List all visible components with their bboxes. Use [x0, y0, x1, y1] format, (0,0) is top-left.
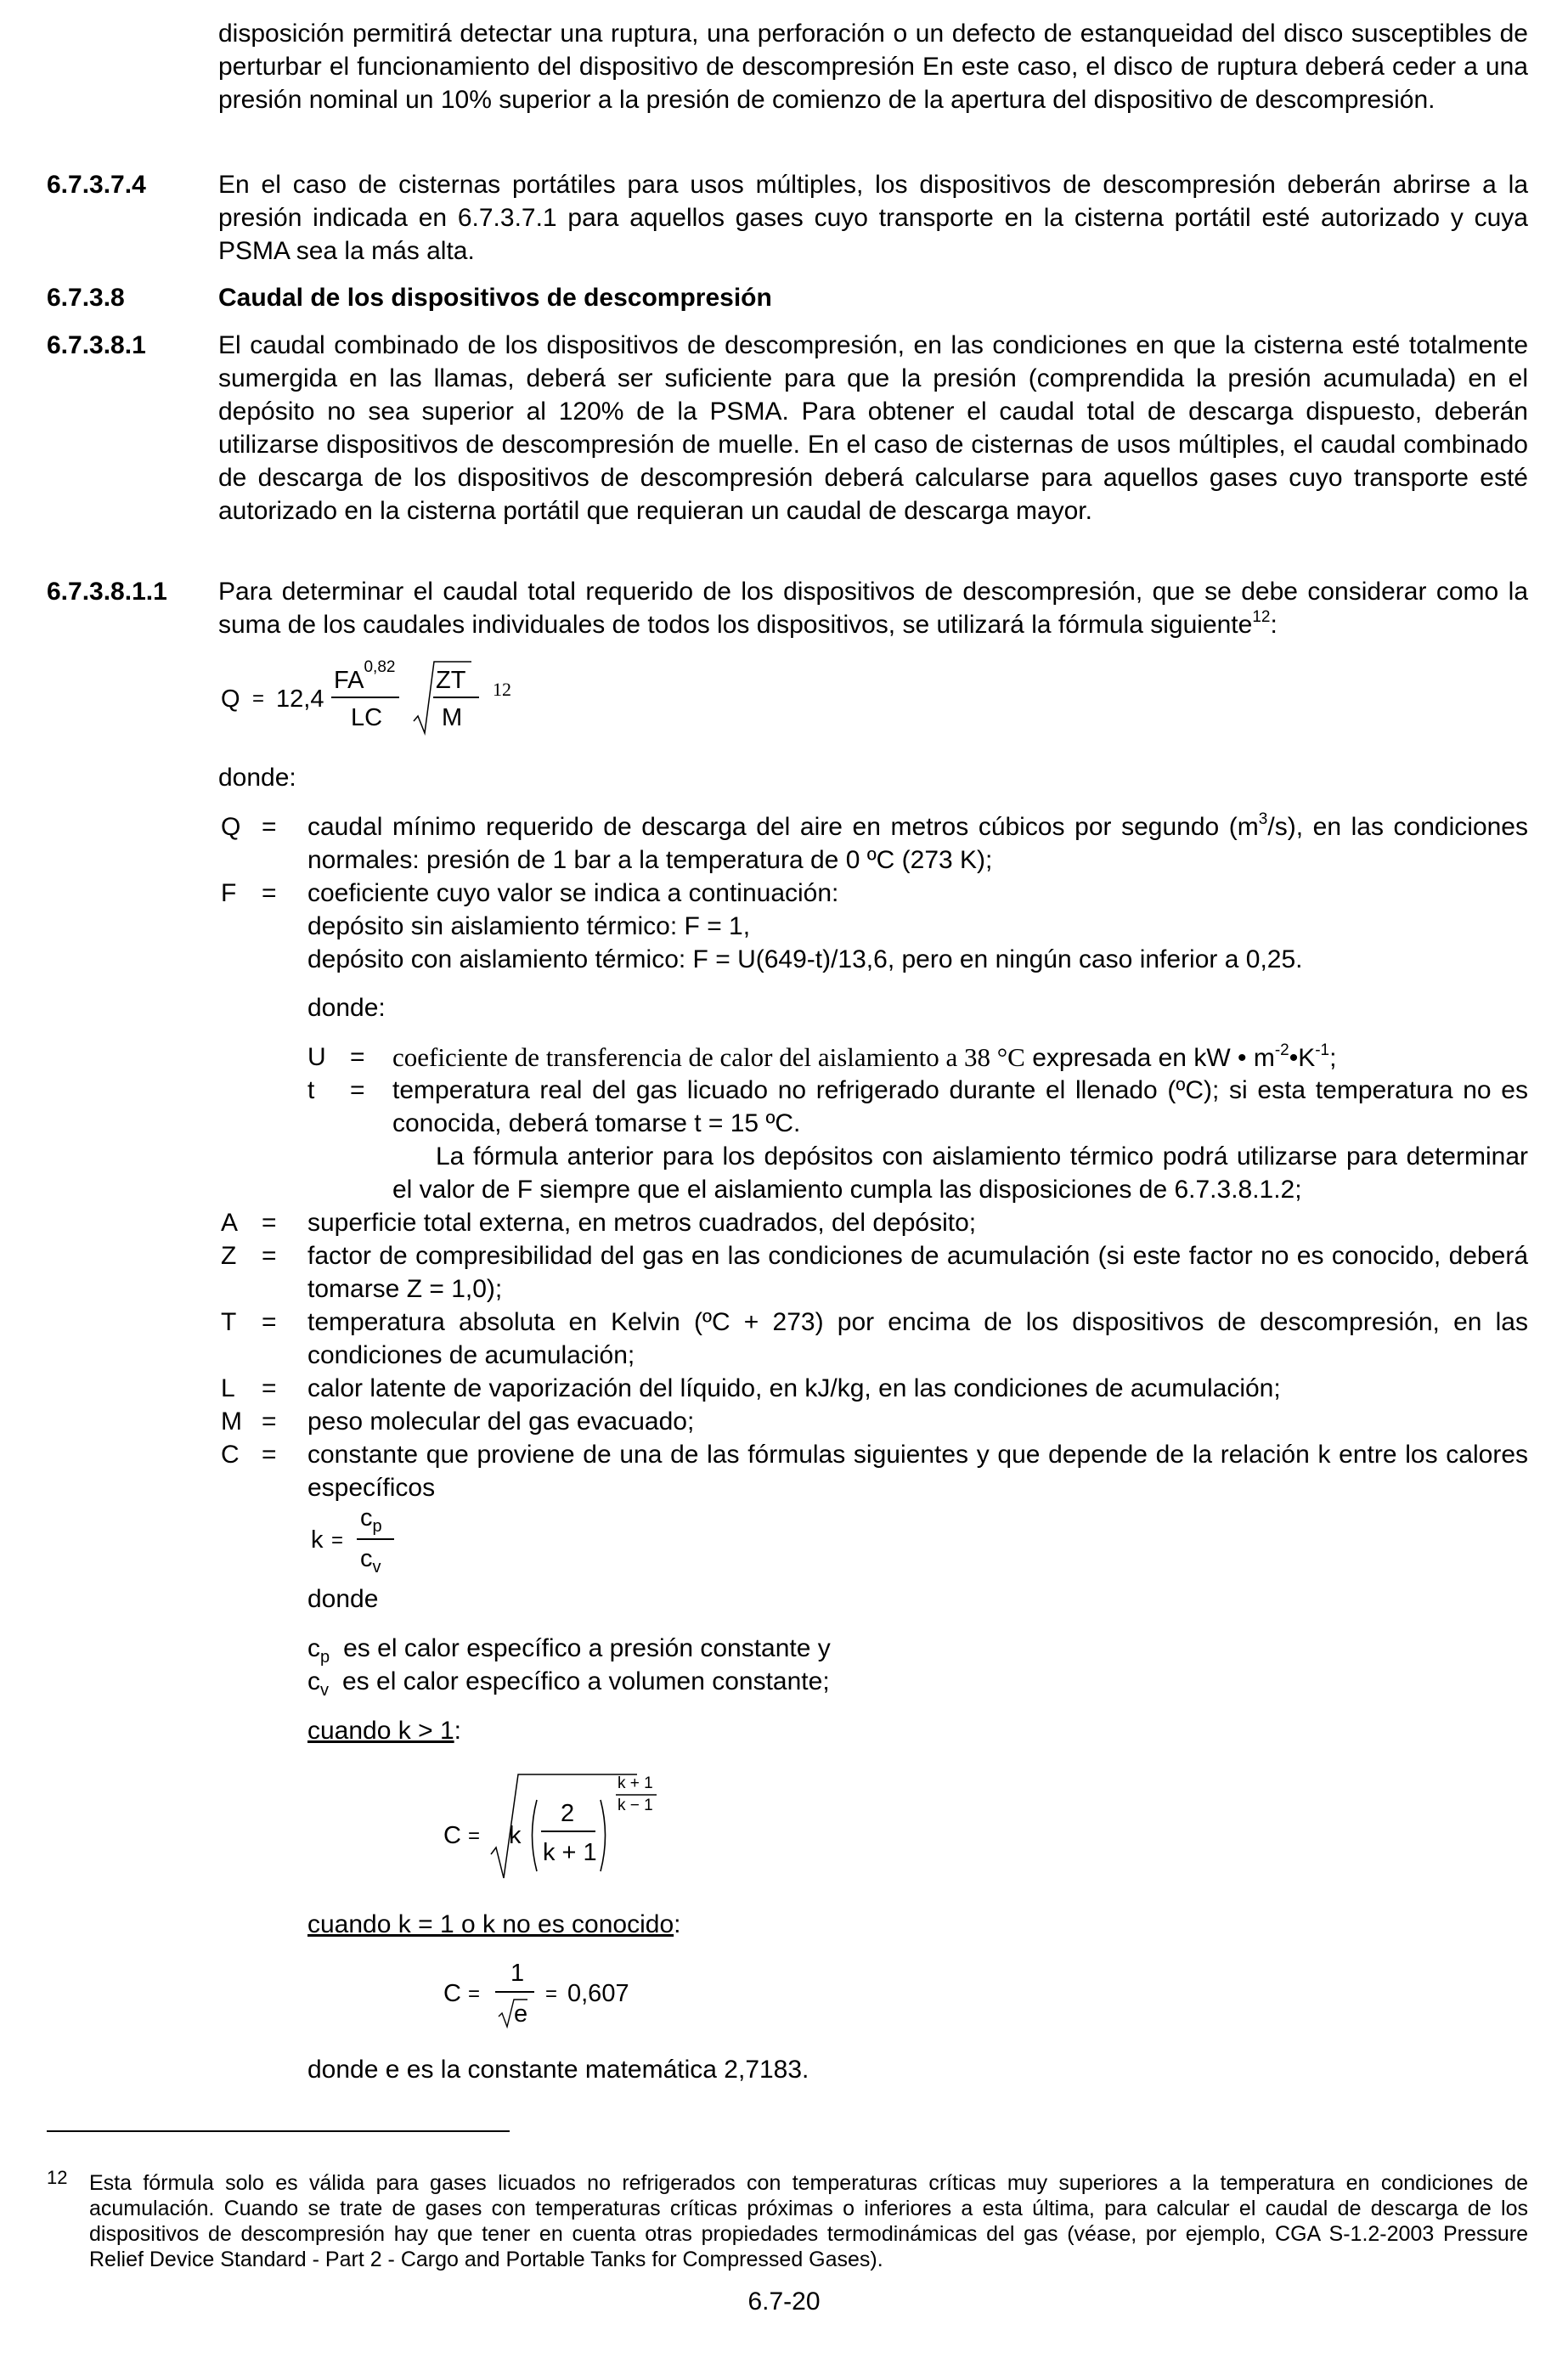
- formula-c1-frac-den: k + 1: [543, 1839, 597, 1866]
- formula-radicand-numerator: ZT: [436, 667, 466, 694]
- case1-colon: :: [454, 1717, 461, 1745]
- formula-c2-denominator: e: [514, 2000, 528, 2028]
- def-equals-f: =: [262, 879, 277, 907]
- formula-c1-frac-num: 2: [561, 1800, 575, 1827]
- def-equals-t: =: [262, 1308, 277, 1336]
- def-equals-m: =: [262, 1407, 277, 1436]
- formula-c1-exp-num: k + 1: [618, 1774, 653, 1792]
- cv-symbol: c: [307, 1667, 320, 1695]
- formula-radicand-denominator: M: [442, 704, 463, 731]
- donde-label-2: donde:: [307, 994, 386, 1022]
- formula-denominator: LC: [351, 704, 383, 731]
- def-equals-a: =: [262, 1209, 277, 1237]
- def-equals-q: =: [262, 813, 277, 841]
- cp-subscript: p: [320, 1648, 330, 1667]
- section-number-6-7-3-8-1: 6.7.3.8.1: [47, 331, 146, 359]
- section-number-6-7-3-7-4: 6.7.3.7.4: [47, 171, 146, 199]
- subdef-text-u: [392, 1041, 1336, 1075]
- def-symbol-m: M: [221, 1407, 242, 1436]
- footnote-reference[interactable]: 12: [1252, 608, 1271, 626]
- intro-paragraph: disposición permitirá detectar una ruptura, una perforación o un defecto de estanqueidad del disco susceptibles de perturbar el funcionamiento del dispositivo de descompresión En este caso, el disco de ruptura deberá ceder a una presión nominal un 10% superior a la presión de comienzo de la apertura del dispositivo de descompresión.: [218, 20, 1528, 114]
- donde-label-3: donde: [307, 1585, 379, 1613]
- formula-k-den-base: c: [360, 1545, 373, 1572]
- formula-numerator-base: FA: [334, 667, 364, 694]
- def-equals-l: =: [262, 1374, 277, 1402]
- def-text-c: constante que proviene de una de las fórmulas siguientes y que depende de la relación k entre los calores específicos: [307, 1441, 1528, 1502]
- def-symbol-a: A: [221, 1209, 239, 1237]
- formula-c1-left-paren: [527, 1799, 539, 1872]
- def-text-l: calor latente de vaporización del líquido, en kJ/kg, en las condiciones de acumulación;: [307, 1374, 1281, 1402]
- subdef-text-u-c: ;: [1329, 1044, 1337, 1072]
- def-text-t: temperatura absoluta en Kelvin (ºC + 273) por encima de los dispositivos de descompresión, en las condiciones de acumulación;: [307, 1308, 1528, 1369]
- case2-colon: :: [674, 1910, 681, 1938]
- formula-numerator-exponent: 0,82: [364, 658, 396, 677]
- def-symbol-q: Q: [221, 813, 241, 841]
- formula-c2-equals-2: =: [545, 1983, 558, 2005]
- formula-c1-right-paren: [599, 1799, 611, 1872]
- def-text-f-line3: depósito con aislamiento térmico: F = U(649-t)/13,6, pero en ningún caso inferior a 0,25.: [307, 945, 1303, 973]
- cv-text: es el calor específico a volumen constante;: [342, 1667, 830, 1695]
- section-number-6-7-3-8-1-1: 6.7.3.8.1.1: [47, 578, 167, 606]
- def-text-z: factor de compresibilidad del gas en las condiciones de acumulación (si este factor no es conocido, deberá tomarse Z = 1,0);: [307, 1242, 1528, 1303]
- formula-k-lhs: k: [311, 1526, 324, 1554]
- formula-c1-frac-bar: [541, 1831, 595, 1834]
- donde-label-1: donde:: [218, 764, 296, 792]
- def-symbol-l: L: [221, 1374, 235, 1402]
- formula-numerator: [334, 658, 396, 695]
- def-symbol-t: T: [221, 1308, 237, 1336]
- def-text-q-a: caudal mínimo requerido de descarga del aire en metros cúbicos por segundo (m: [307, 813, 1259, 841]
- case2-label: [307, 1908, 680, 1941]
- def-text-q-b: /s), en las condiciones normales: presión de 1 bar a la temperatura de 0 ºC (273 K);: [307, 813, 1528, 874]
- formula-footnote-ref: 12: [493, 679, 511, 700]
- def-symbol-c: C: [221, 1441, 240, 1469]
- subdef-text-u-serif: coeficiente de transferencia de calor del aislamiento a 38 °C: [392, 1042, 1025, 1072]
- footnote-text: Esta fórmula solo es válida para gases licuados no refrigerados con temperaturas críticas muy superiores a la temperatura en condiciones de acumulación. Cuando se trate de gases con temperaturas críticas próximas o inferiores a esta última, para calcular el caudal de descarga de los dispositivos de descompresión hay que tener en cuenta otras propiedades termodinámicas del gas (véase, por ejemplo, CGA S-1.2-2003 Pressure Relief Device Standard - Part 2 - Cargo and Portable Tanks for Compressed Gases).: [89, 2171, 1528, 2271]
- formula-lhs: Q: [221, 685, 240, 713]
- section-text-6-7-3-8-1: El caudal combinado de los dispositivos de descompresión, en las condiciones en que la cisterna esté totalmente sumergida en las llamas, deberá ser suficiente para que la presión (comprendida la presión acumulada) en el depósito no sea superior al 120% de la PSMA. Para obtener el caudal total de descarga dispuesto, deberán utilizarse dispositivos de descompresión de muelle. En el caso de cisternas de usos múltiples, el caudal combinado de descarga de los dispositivos de descompresión deberá calcularse para aquellos gases cuyo transporte esté autorizado en la cisterna portátil que requieran un caudal de descarga mayor.: [218, 331, 1528, 525]
- subdef-text-u-sup2: -1: [1315, 1041, 1330, 1059]
- formula-fraction-bar: [331, 697, 399, 700]
- formula-coefficient: 12,4: [276, 685, 324, 713]
- formula-k-den-sub: v: [372, 1557, 381, 1577]
- section-text-colon: :: [1270, 611, 1278, 639]
- cv-subscript: v: [320, 1681, 329, 1700]
- cp-line: [307, 1632, 831, 1665]
- def-equals-z: =: [262, 1242, 277, 1270]
- formula-k-denominator: [360, 1544, 381, 1577]
- formula-k-fraction-bar: [357, 1538, 394, 1542]
- page-number: 6.7-20: [747, 2287, 821, 2316]
- def-text-a: superficie total externa, en metros cuadrados, del depósito;: [307, 1209, 977, 1237]
- formula-c1-equals: =: [468, 1825, 481, 1847]
- e-constant-note: donde e es la constante matemática 2,7183.: [307, 2056, 809, 2084]
- def-text-f-line1: coeficiente cuyo valor se indica a continuación:: [307, 879, 839, 907]
- footnote-number: 12: [47, 2167, 68, 2188]
- formula-c2-lhs: C: [443, 1980, 461, 2007]
- def-text-q-sup: 3: [1258, 810, 1268, 828]
- def-text-q: [307, 810, 1528, 877]
- subdef-symbol-t: t: [307, 1076, 315, 1104]
- formula-c2-fraction-bar: [495, 1991, 534, 1994]
- def-text-m: peso molecular del gas evacuado;: [307, 1407, 695, 1436]
- footnote-separator: [47, 2130, 510, 2132]
- cp-text: es el calor específico a presión constante y: [343, 1634, 831, 1662]
- case1-label-text: cuando k > 1: [307, 1717, 454, 1745]
- formula-equals: =: [252, 687, 265, 710]
- formula-c2-numerator: 1: [510, 1960, 525, 1987]
- subdef-text-u-a: expresada en kW • m: [1024, 1044, 1275, 1072]
- formula-k-equals: =: [331, 1529, 344, 1552]
- def-text-f-line2: depósito sin aislamiento térmico: F = 1,: [307, 912, 751, 940]
- formula-c1-exp-den: k − 1: [618, 1797, 653, 1814]
- section-number-6-7-3-8: 6.7.3.8: [47, 284, 125, 312]
- formula-k-num-sub: p: [372, 1516, 382, 1536]
- subdef-symbol-u: U: [307, 1043, 326, 1071]
- case2-label-text: cuando k = 1 o k no es conocido: [307, 1910, 674, 1938]
- def-symbol-f: F: [221, 879, 237, 907]
- cv-line: [307, 1665, 830, 1698]
- case1-label: [307, 1714, 461, 1747]
- def-symbol-z: Z: [221, 1242, 237, 1270]
- formula-radicand-bar: [433, 697, 479, 700]
- formula-c2-value: 0,607: [567, 1980, 629, 2007]
- formula-k-numerator: [360, 1503, 382, 1536]
- formula-c2-equals: =: [468, 1983, 481, 2005]
- cp-symbol: c: [307, 1634, 320, 1662]
- def-equals-c: =: [262, 1441, 277, 1469]
- section-text-6-7-3-7-4: En el caso de cisternas portátiles para usos múltiples, los dispositivos de descompresión deberán abrirse a la presión indicada en 6.7.3.7.1 para aquellos gases cuyo transporte en la cisterna portátil esté autorizado y cuya PSMA sea la más alta.: [218, 171, 1528, 265]
- subdef-equals-t: =: [350, 1076, 365, 1104]
- subdef-equals-u: =: [350, 1043, 365, 1071]
- formula-c1-lhs: C: [443, 1822, 461, 1849]
- section-text-6-7-3-8-1-1: [218, 575, 1528, 641]
- formula-k-num-base: c: [360, 1504, 373, 1532]
- subdef-text-t: temperatura real del gas licuado no refrigerado durante el llenado (ºC); si esta temperatura no es conocida, deberá tomarse t = 15 ºC.: [392, 1076, 1528, 1137]
- subdef-text-u-sup1: -2: [1274, 1041, 1289, 1059]
- section-text-body: Para determinar el caudal total requerido de los dispositivos de descompresión, que se debe considerar como la suma de los caudales individuales de todos los dispositivos, se utilizará la fórmula siguiente: [218, 578, 1528, 639]
- formula-c1-k: k: [509, 1822, 522, 1849]
- subdef-note-t: La fórmula anterior para los depósitos con aislamiento térmico podrá utilizarse para determinar el valor de F siempre que el aislamiento cumpla las disposiciones de 6.7.3.8.1.2;: [392, 1142, 1528, 1204]
- section-title-6-7-3-8: Caudal de los dispositivos de descompresión: [218, 284, 772, 312]
- subdef-text-u-b: •K: [1289, 1044, 1316, 1072]
